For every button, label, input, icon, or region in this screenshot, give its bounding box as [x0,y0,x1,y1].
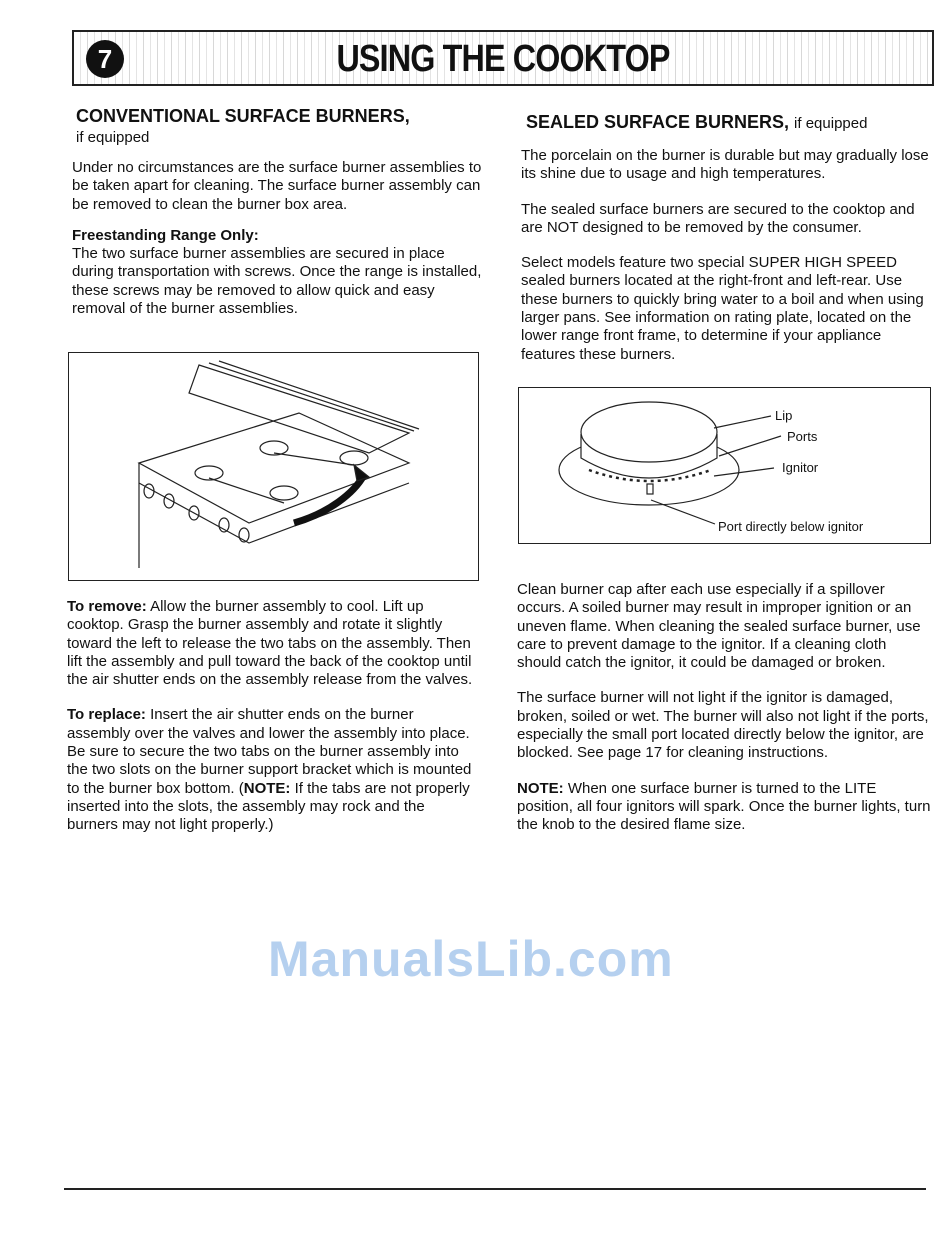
watermark: ManualsLib.com [268,931,674,987]
freestanding-label: Freestanding Range Only: [72,226,259,244]
note-label: NOTE: [243,779,291,797]
footer-rule [64,1188,926,1190]
port-below-label: Port directly below ignitor [718,519,864,534]
paragraph: The two surface burner assemblies are secured in place during transportation with screws. Once the range is installed, these screws may be removed to allow quick and easy removal of the burner assemblies. [72,245,482,318]
paragraph: The porcelain on the burner is durable but may gradually lose its shine due to usage and high temperatures. [521,147,929,183]
section-banner [72,30,934,86]
paragraph: Clean burner cap after each use especially if a spillover occurs. A soiled burner may result in improper ignition or an uneven flame. When cleaning the sealed surface burner, use care to prevent damage to the ignitor. If a cleaning cloth should catch the ignitor, it could be damaged or broken. [517,581,921,672]
remove-text: Allow the burner assembly to cool. Lift up cooktop. Grasp the burner assembly and rotate it slightly toward the left to release the two tabs on the assembly. Then lift the assembly and pull toward the back of the cooktop until the air shutter ends on the assembly release from the valves. [67,598,473,689]
replace-text: Insert the air shutter ends on the burner assembly over the valves and lower the assembly into place. Be sure to secure the two tabs on the burner assembly into the two slots on the burner support bracket which is mounted to the burner box bottom. ( [67,706,472,797]
remove-instructions [67,598,479,689]
ignitor-label: Ignitor [782,460,819,475]
heading-sub: if equipped [76,129,150,146]
sealed-burners-heading [526,111,867,135]
paragraph: Select models feature two special SUPER HIGH SPEED sealed burners located at the right-front and left-rear. Use these burners to quickly bring water to a boil and when using larger pans. See information on rating plate, located on the lower range front frame, to determine if your appliance features these burners. [521,254,924,363]
heading-sub: if equipped [794,115,868,132]
replace-text-2: If the tabs are not properly inserted into the slots, the assembly may rock and the burners may not light properly.) [67,779,470,834]
paragraph: Under no circumstances are the surface burner assemblies to be taken apart for cleaning. The surface burner assembly can be removed to clean the burner box area. [72,159,482,213]
replace-label: To replace: [67,706,146,724]
replace-instructions [67,706,479,834]
paragraph: The surface burner will not light if the ignitor is damaged, broken, soiled or wet. The burner will also not light if the ports, especially the small port located directly below the ignitor, are blocked. See page 17 for cleaning instructions. [517,689,929,762]
heading-text: CONVENTIONAL SURFACE BURNERS, [76,106,410,126]
page-title: USING THE COOKTOP [336,38,670,80]
ports-label: Ports [787,429,818,444]
paragraph: The sealed surface burners are secured to the cooktop and are NOT designed to be removed by the consumer. [521,200,915,236]
sealed-burner-figure [518,387,931,544]
right-column-top [521,147,935,381]
note-label: NOTE: [517,779,564,797]
left-column-bottom [67,598,479,852]
section-number-badge: 7 [86,40,124,78]
lip-label: Lip [775,408,793,423]
burner-assembly-figure [68,352,479,581]
left-column-top [72,159,482,335]
remove-label: To remove: [67,598,147,615]
heading-text: SEALED SURFACE BURNERS, [526,112,790,132]
cooktop-illustration [69,353,477,579]
conventional-burners-heading [76,106,410,148]
note-text: When one surface burner is turned to the LITE position, all four ignitors will spark. Once the burner lights, turn the knob to the desired flame size. [517,779,931,834]
right-column-bottom [517,581,933,852]
note-paragraph [517,780,933,835]
